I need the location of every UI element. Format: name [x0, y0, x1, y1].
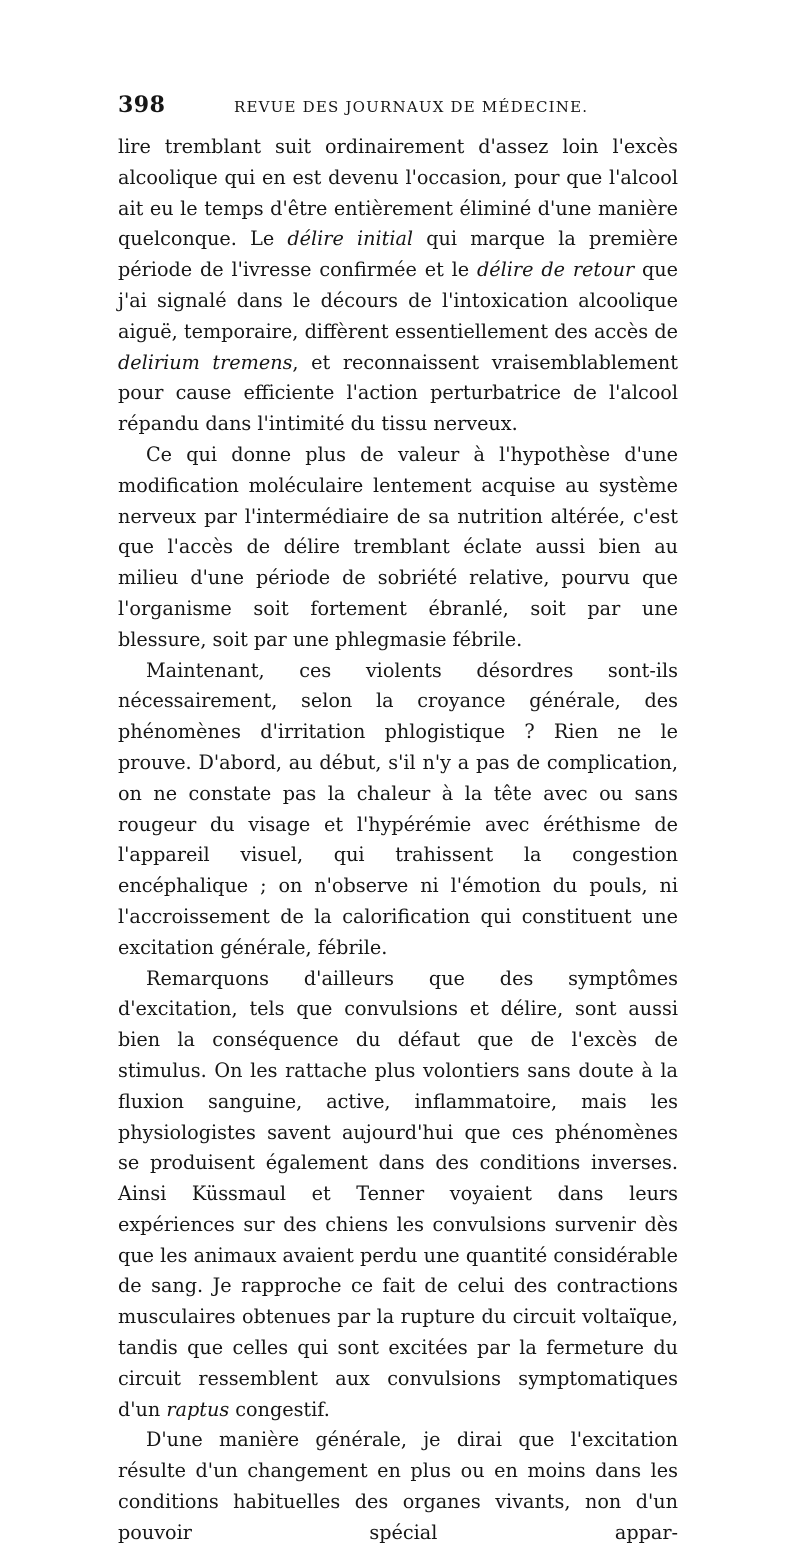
text-run: Remarquons d'ailleurs que des symptômes d'excitation, tels que convulsions et délire, sont aussi bien la conséquence du défaut que de l'excès de stimulus. On les rattache plus volontiers sans doute à la fluxion sanguine, active, inflammatoire, mais les physiologistes savent aujourd'hui que ces phénomènes se produisent également dans des conditions inverses. Ainsi Küssmaul et Tenner voyaient dans leurs expériences sur des chiens les convulsions survenir dès que les animaux avaient perdu une quantité considérable de sang. Je rapproche ce fait de celui des contractions musculaires obtenues par la rupture du circuit voltaïque, tandis que celles qui sont excitées par la fermeture du circuit ressemblent aux convulsions symptomatiques d'un	[118, 966, 678, 1421]
text-run: Ce qui donne plus de valeur à l'hypothèse d'une modification moléculaire lentement acquise au système nerveux par l'intermédiaire de sa nutrition altérée, c'est que l'accès de délire tremblant éclate aussi bien au milieu d'une période de sobriété relative, pourvu que l'organisme soit fortement ébranlé, soit par une blessure, soit par une phlegmasie fébrile.	[118, 442, 678, 651]
page	[118, 92, 678, 1549]
paragraph-2	[118, 440, 678, 656]
italic-term: délire initial	[287, 227, 414, 251]
text-run: que j'ai signalé dans le décours de l'intoxication alcoolique aiguë, temporaire, diffèrent essentiellement des accès de	[118, 258, 678, 343]
paragraph-1	[118, 132, 678, 440]
paragraph-3	[118, 656, 678, 964]
text-run: Maintenant, ces violents désordres sont-ils nécessairement, selon la croyance générale, des phénomènes d'irritation phlogistique ? Rien ne le prouve. D'abord, au début, s'il n'y a pas de complication, on ne constate pas la chaleur à la tête avec ou sans rougeur du visage et l'hypérémie avec éréthisme de l'appareil visuel, qui trahissent la congestion encéphalique ; on n'observe ni l'émotion du pouls, ni l'accroissement de la calorification qui constituent une excitation générale, fébrile.	[118, 658, 678, 959]
italic-term: délire de retour	[477, 258, 635, 282]
page-number: 398	[118, 92, 166, 118]
running-title: REVUE DES JOURNAUX DE MÉDECINE.	[234, 98, 589, 116]
article-body	[118, 132, 678, 1549]
text-run: , et reconnaissent vraisemblablement pour cause efficiente l'action perturbatrice de l'alcool répandu dans l'intimité du tissu nerveux.	[118, 350, 678, 436]
italic-term: delirium tremens	[118, 350, 293, 374]
running-header	[118, 92, 678, 126]
text-run: D'une manière générale, je dirai que l'excitation résulte d'un changement en plus ou en moins dans les conditions habituelles des organes vivants, non d'un pouvoir spécial appar-	[118, 1428, 678, 1544]
text-run: qui marque la première période de l'ivresse confirmée et le	[118, 227, 679, 282]
paragraph-4	[118, 964, 678, 1426]
text-run: congestif.	[229, 1397, 330, 1421]
text-run: lire tremblant suit ordinairement d'assez loin l'excès alcoolique qui en est devenu l'occasion, pour que l'alcool ait eu le temps d'être entièrement éliminé d'une manière quelconque. Le	[118, 135, 678, 251]
italic-term: raptus	[166, 1397, 230, 1421]
paragraph-5	[118, 1425, 678, 1548]
